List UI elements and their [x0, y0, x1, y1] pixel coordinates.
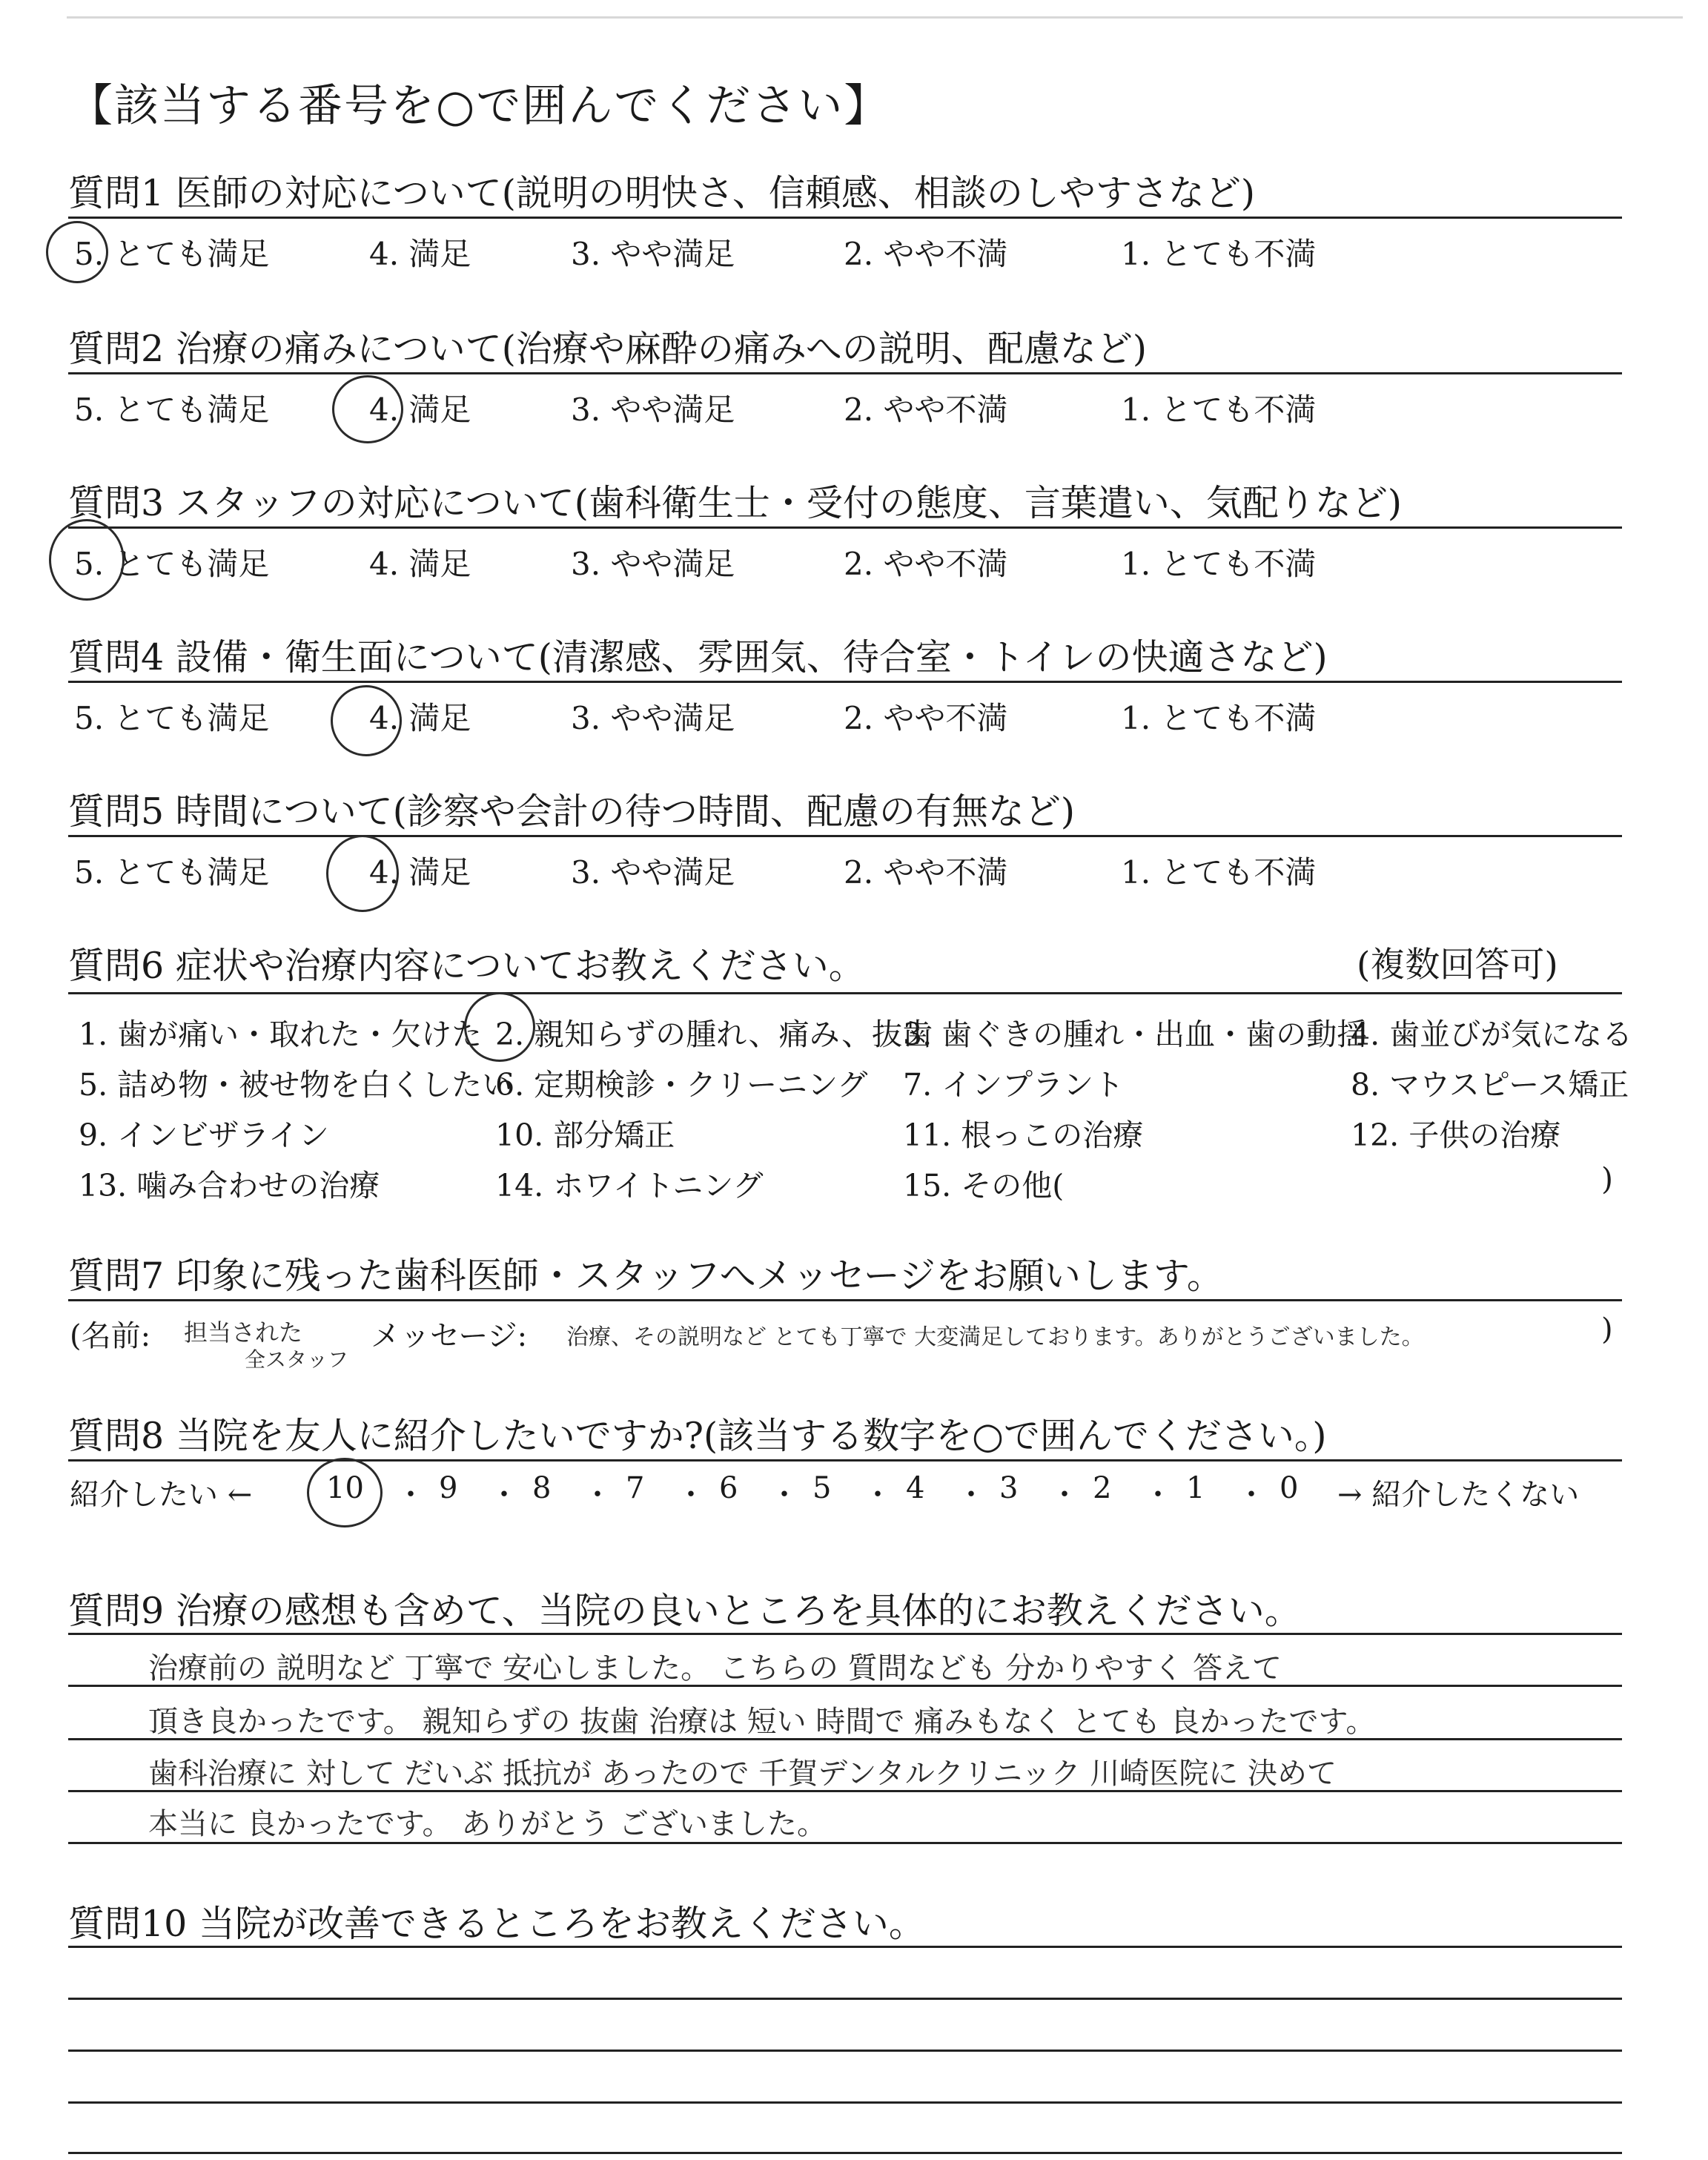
q8-separator: ・	[489, 1478, 519, 1512]
q2-option-3[interactable]: 3. やや満足	[571, 392, 735, 428]
q8-score-2[interactable]: 2	[1093, 1471, 1112, 1505]
q9-answer-line-4[interactable]: 本当に 良かったです。 ありがとう ございました。	[148, 1807, 827, 1841]
q6-item-10[interactable]: 10. 部分矯正	[495, 1117, 675, 1153]
q3-title: 質問3 スタッフの対応について(歯科衛生士・受付の態度、言葉遣い、気配りなど)	[68, 482, 1403, 524]
q9-rule-1	[68, 1685, 1622, 1687]
q10-rule-1	[68, 1998, 1622, 2000]
q8-title: 質問8 当院を友人に紹介したいですか?(該当する数字を○で囲んでください。)	[68, 1415, 1327, 1457]
q8-score-5[interactable]: 5	[812, 1471, 832, 1505]
q10-rule-2	[68, 2050, 1622, 2052]
q6-item-3[interactable]: 3. 歯ぐきの腫れ・出血・歯の動揺	[903, 1017, 1368, 1052]
q7-message-value[interactable]: 治療、その説明など とても丁寧で 大変満足しております。ありがとうございました。	[566, 1324, 1424, 1350]
q2-title: 質問2 治療の痛みについて(治療や麻酔の痛みへの説明、配慮など)	[68, 328, 1148, 370]
q5-title: 質問5 時間について(診察や会計の待つ時間、配慮の有無など)	[68, 790, 1076, 833]
q6-title: 質問6 症状や治療内容についてお教えください。	[68, 945, 865, 987]
q6-item-11[interactable]: 11. 根っこの治療	[903, 1117, 1144, 1153]
q5-option-3[interactable]: 3. やや満足	[571, 854, 735, 891]
q6-item-1[interactable]: 1. 歯が痛い・取れた・欠けた	[79, 1017, 483, 1052]
q6-item-2[interactable]: 2. 親知らずの腫れ、痛み、抜歯	[495, 1017, 933, 1052]
q9-rule-2	[68, 1738, 1622, 1740]
q9-rule-3	[68, 1790, 1622, 1792]
q4-title: 質問4 設備・衛生面について(清潔感、雰囲気、待合室・トイレの快適さなど)	[68, 636, 1328, 678]
q8-separator: ・	[396, 1478, 426, 1512]
q7-message-label: メッセージ:	[371, 1319, 528, 1353]
q2-option-2[interactable]: 2. やや不満	[844, 392, 1008, 428]
q1-option-4[interactable]: 4. 満足	[369, 236, 471, 272]
q1-option-3[interactable]: 3. やや満足	[571, 236, 735, 272]
q4-option-4[interactable]: 4. 満足	[369, 700, 471, 736]
q8-separator: ・	[1237, 1478, 1266, 1512]
q9-answer-line-2[interactable]: 頂き良かったです。 親知らずの 抜歯 治療は 短い 時間で 痛みもなく とても 良かったです。	[148, 1705, 1376, 1739]
q3-option-1[interactable]: 1. とても不満	[1121, 546, 1317, 582]
q3-rule	[68, 526, 1622, 529]
q9-answer-line-1[interactable]: 治療前の 説明など 丁寧で 安心しました。 こちらの 質問なども 分かりやすく 答えて	[148, 1651, 1282, 1685]
q8-rule	[68, 1459, 1622, 1462]
q2-option-1[interactable]: 1. とても不満	[1121, 392, 1317, 428]
q8-separator: ・	[863, 1478, 893, 1512]
q8-score-4[interactable]: 4	[906, 1471, 925, 1505]
q6-item-6[interactable]: 6. 定期検診・クリーニング	[495, 1067, 868, 1103]
q1-selection-circle	[46, 221, 108, 283]
q6-other-close-paren: )	[1601, 1161, 1613, 1197]
q8-score-0[interactable]: 0	[1280, 1471, 1299, 1505]
q8-score-9[interactable]: 9	[439, 1471, 458, 1505]
q4-option-5[interactable]: 5. とても満足	[74, 700, 270, 736]
q10-rule-4	[68, 2152, 1622, 2154]
q2-selection-circle	[332, 375, 403, 443]
q8-score-1[interactable]: 1	[1186, 1471, 1205, 1505]
q5-rule	[68, 835, 1622, 837]
q6-item-13[interactable]: 13. 噛み合わせの治療	[79, 1168, 380, 1203]
q7-rule	[68, 1299, 1622, 1301]
q6-item-7[interactable]: 7. インプラント	[903, 1067, 1125, 1103]
q8-score-8[interactable]: 8	[532, 1471, 552, 1505]
q8-score-3[interactable]: 3	[999, 1471, 1019, 1505]
q7-name-value-2[interactable]: 全スタッフ	[245, 1347, 349, 1372]
q3-option-2[interactable]: 2. やや不満	[844, 546, 1008, 582]
q4-rule	[68, 681, 1622, 683]
q1-title: 質問1 医師の対応について(説明の明快さ、信頼感、相談のしやすさなど)	[68, 172, 1256, 214]
q8-right-label: → 紹介したくない	[1337, 1478, 1580, 1512]
q6-item-9[interactable]: 9. インビザライン	[79, 1117, 329, 1153]
q6-item-12[interactable]: 12. 子供の治療	[1351, 1117, 1561, 1153]
q5-selection-circle	[326, 835, 399, 912]
q3-option-4[interactable]: 4. 満足	[369, 546, 471, 582]
q10-rule-0	[68, 1946, 1622, 1948]
q1-option-5[interactable]: 5. とても満足	[74, 236, 270, 272]
q5-option-4[interactable]: 4. 満足	[369, 854, 471, 891]
q2-option-4[interactable]: 4. 満足	[369, 392, 471, 428]
q5-option-5[interactable]: 5. とても満足	[74, 854, 270, 891]
q9-title: 質問9 治療の感想も含めて、当院の良いところを具体的にお教えください。	[68, 1590, 1301, 1632]
q5-option-1[interactable]: 1. とても不満	[1121, 854, 1317, 891]
q8-score-10[interactable]: 10	[326, 1471, 364, 1505]
q7-name-label: (名前:	[70, 1319, 151, 1353]
q5-option-2[interactable]: 2. やや不満	[844, 854, 1008, 891]
q6-item-5[interactable]: 5. 詰め物・被せ物を白くしたい	[79, 1067, 513, 1103]
q10-title: 質問10 当院が改善できるところをお教えください。	[68, 1903, 925, 1945]
q2-rule	[68, 372, 1622, 374]
q8-separator: ・	[769, 1478, 799, 1512]
q4-option-1[interactable]: 1. とても不満	[1121, 700, 1317, 736]
q9-answer-line-3[interactable]: 歯科治療に 対して だいぶ 抵抗が あったので 千賀デンタルクリニック 川崎医院に 決めて	[148, 1757, 1337, 1791]
q1-option-2[interactable]: 2. やや不満	[844, 236, 1008, 272]
q8-separator: ・	[956, 1478, 986, 1512]
q8-separator: ・	[583, 1478, 612, 1512]
q4-option-2[interactable]: 2. やや不満	[844, 700, 1008, 736]
q8-separator: ・	[676, 1478, 706, 1512]
page-heading: 【該当する番号を○で囲んでください】	[68, 80, 890, 132]
q8-score-7[interactable]: 7	[626, 1471, 645, 1505]
q6-rule	[68, 992, 1622, 994]
q6-item-14[interactable]: 14. ホワイトニング	[495, 1168, 764, 1203]
q2-option-5[interactable]: 5. とても満足	[74, 392, 270, 428]
q8-score-6[interactable]: 6	[719, 1471, 738, 1505]
q9-rule-4	[68, 1842, 1622, 1844]
q7-title: 質問7 印象に残った歯科医師・スタッフへメッセージをお願いします。	[68, 1255, 1223, 1297]
q8-separator: ・	[1143, 1478, 1173, 1512]
q10-rule-3	[68, 2101, 1622, 2104]
q7-name-value-1[interactable]: 担当された	[184, 1318, 303, 1347]
q3-option-3[interactable]: 3. やや満足	[571, 546, 735, 582]
q6-selection-circle	[464, 992, 535, 1062]
q4-option-3[interactable]: 3. やや満足	[571, 700, 735, 736]
q1-option-1[interactable]: 1. とても不満	[1121, 236, 1317, 272]
q6-item-4[interactable]: 4. 歯並びが気になる	[1351, 1017, 1633, 1052]
q8-left-label: 紹介したい ←	[70, 1478, 253, 1512]
q3-selection-circle	[49, 519, 125, 601]
q3-option-5[interactable]: 5. とても満足	[74, 546, 270, 582]
q6-item-8[interactable]: 8. マウスピース矯正	[1351, 1067, 1629, 1103]
q7-close-paren: )	[1601, 1312, 1613, 1347]
page-top-edge	[67, 16, 1683, 19]
q1-rule	[68, 217, 1622, 219]
q9-rule-0	[68, 1633, 1622, 1635]
q8-separator: ・	[1050, 1478, 1079, 1512]
q6-item-15[interactable]: 15. その他(	[903, 1168, 1065, 1203]
q6-multiple-note: (複数回答可)	[1357, 945, 1558, 985]
q8-selection-circle	[307, 1458, 383, 1527]
q4-selection-circle	[331, 685, 402, 756]
